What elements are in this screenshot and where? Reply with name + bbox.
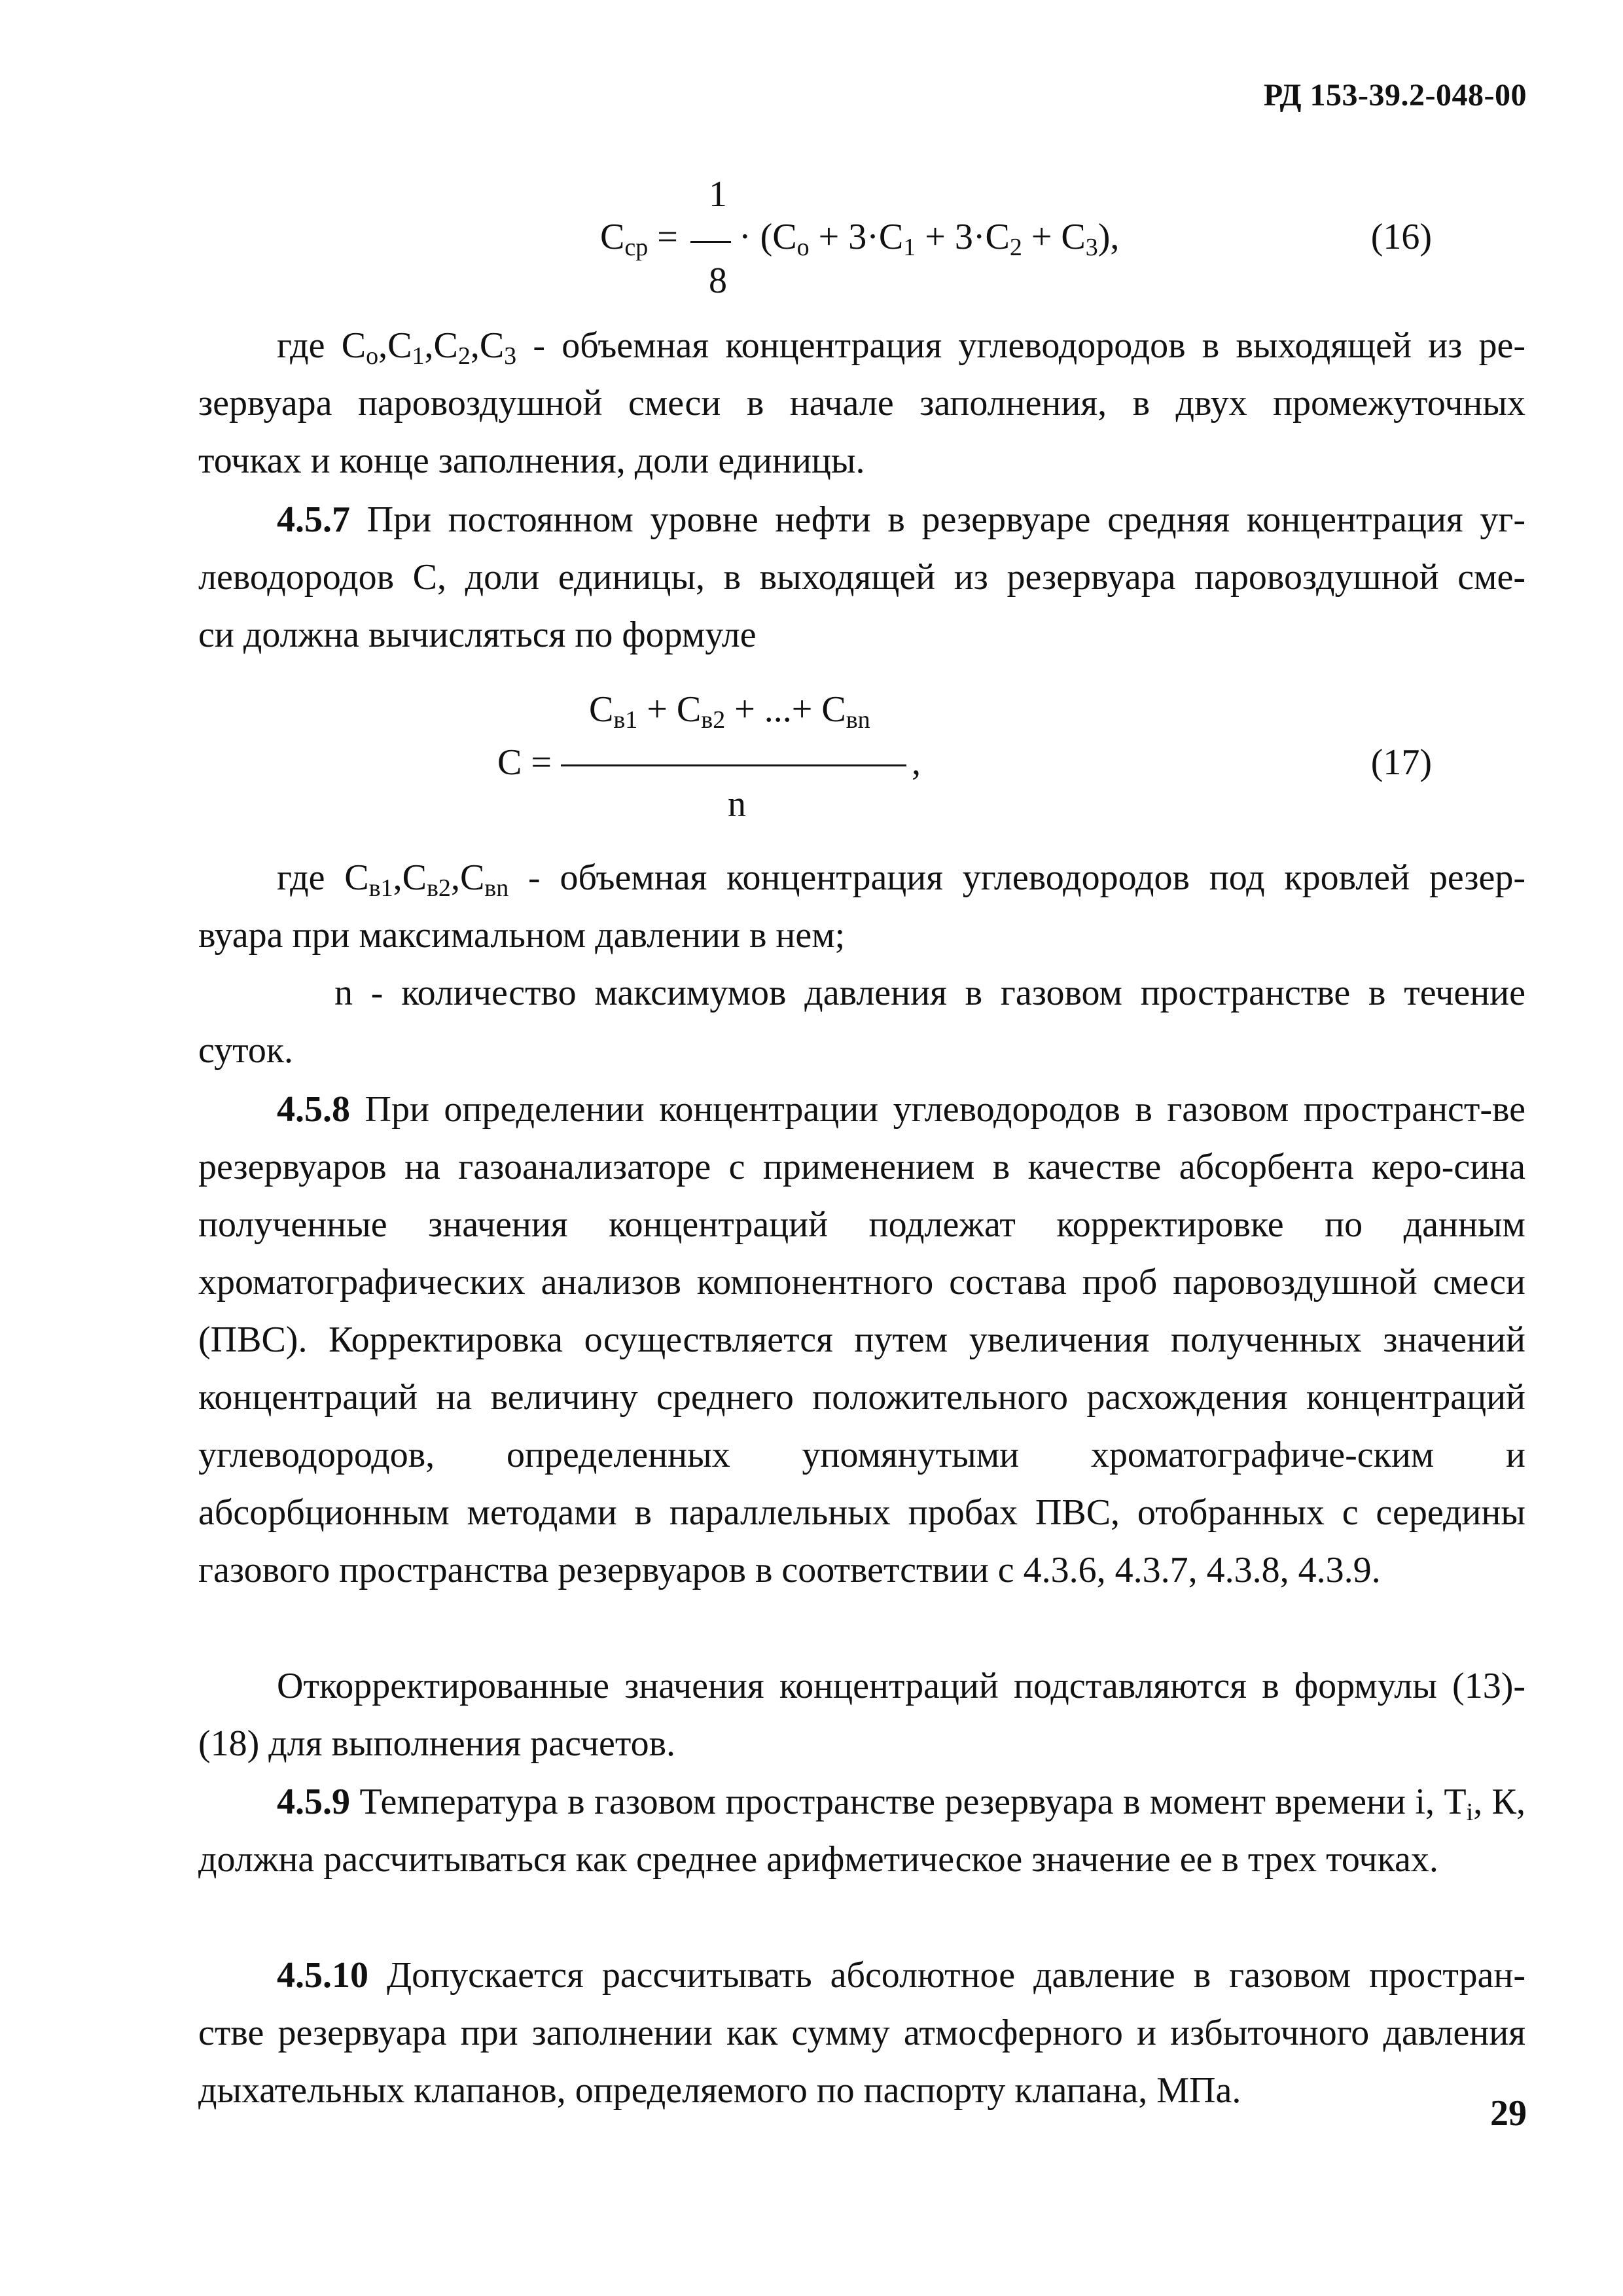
explanation-17-line-2: вуара при максимальном давлении в нем; <box>198 915 846 956</box>
explanation-17-n-line-2: суток. <box>198 1030 294 1071</box>
formula-16-numerator: 1 <box>709 174 727 215</box>
formula-16-number: (16) <box>1370 217 1432 257</box>
formula-16-lhs: $С_{ср}$ = <box>600 217 678 261</box>
formula-17-denominator: n <box>728 784 746 825</box>
formula-17-number: (17) <box>1370 742 1432 783</box>
explanation-16-line-2: зервуара паровоздушной смеси в начале заполнения, в двух промежуточных <box>198 383 1525 423</box>
paragraph-4-5-7-line-2: леводородов С, доли единицы, в выходящей из резервуара паровоздушной сме- <box>198 557 1525 598</box>
explanation-17-n-line: n - количество максимумов давления в газовом пространстве в течение <box>334 973 1525 1013</box>
paragraph-4-5-9: 4.5.9 Температура в газовом пространстве резервуара в момент времени i, $Т_i$, К, должна рассчитываться как среднее арифметическое значение ее в трех точках. <box>198 1782 1525 1880</box>
document-code-header: РД 153-39.2-048-00 <box>1263 78 1527 113</box>
explanation-17-line-1: где $С_{в1},С_{в2},С_{вn}$ - объемная концентрация углеводородов под кровлей резер- <box>277 857 1525 902</box>
clause-number: 4.5.8 <box>277 1089 350 1130</box>
formula-17-lhs: С = <box>497 742 552 783</box>
clause-number: 4.5.9 <box>277 1782 350 1822</box>
clause-number: 4.5.7 <box>277 499 350 540</box>
paragraph-4-5-10: 4.5.10 Допускается рассчитывать абсолютное давление в газовом простран-стве резервуара при заполнении как сумму атмосферного и избыточного давления дыхательных клапанов, определяемого по паспорту клапана, МПа. <box>198 1955 1525 2111</box>
formula-16-rhs: · $(С_о + 3\cdot С_1 + 3\cdot С_2 + С_3)$, <box>739 217 1120 261</box>
formula-16-explanation <box>198 317 1525 490</box>
formula-17-explanation <box>198 849 1525 1079</box>
paragraph-4-5-8 <box>198 1081 1525 1599</box>
explanation-16-line-3: точках и конце заполнения, доли единицы. <box>198 440 865 481</box>
paragraph-corrected-values: Откорректированные значения концентраций подставляются в формулы (13)-(18) для выполнения расчетов. <box>198 1666 1525 1764</box>
formula-16-fraction-line <box>690 241 731 243</box>
page-number: 29 <box>1490 2093 1527 2134</box>
formula-17-fraction-line <box>561 764 906 766</box>
formula-17-numerator: $С_{в1} + С_{в2}$ + ...+ $С_{вn}$ <box>589 689 870 734</box>
explanation-16-line-1: где $С_о,С_1,С_2,С_3$ - объемная концентрация углеводородов в выходящей из ре- <box>277 325 1525 370</box>
paragraph-4-5-8-text: При определении концентрации углеводородов в газовом пространст-ве резервуаров на газоанализаторе с применением в качестве абсорбента керо-сина полученные значения концентраций подлежат корректировке по данным хроматографических анализов компонентного состава проб паровоздушной смеси (ПВС). Корректировка осуществляется путем увеличения полученных значений концентраций на величину среднего положительного расхождения концентраций углеводородов, определенных упомянутыми хроматографиче-ским и абсорбционным методами в параллельных пробах ПВС, отобранных с середины газового пространства резервуаров в соответствии с 4.3.6, 4.3.7, 4.3.8, 4.3.9. <box>198 1089 1525 1590</box>
paragraph-4-5-7-line-1: 4.5.7 При постоянном уровне нефти в резервуаре средняя концентрация уг- <box>277 499 1525 540</box>
paragraph-4-5-7 <box>198 491 1525 664</box>
clause-number: 4.5.10 <box>277 1955 368 1996</box>
formula-16-denominator: 8 <box>709 260 727 301</box>
paragraph-4-5-7-line-3: си должна вычисляться по формуле <box>198 615 757 655</box>
formula-17-comma: , <box>912 742 921 783</box>
